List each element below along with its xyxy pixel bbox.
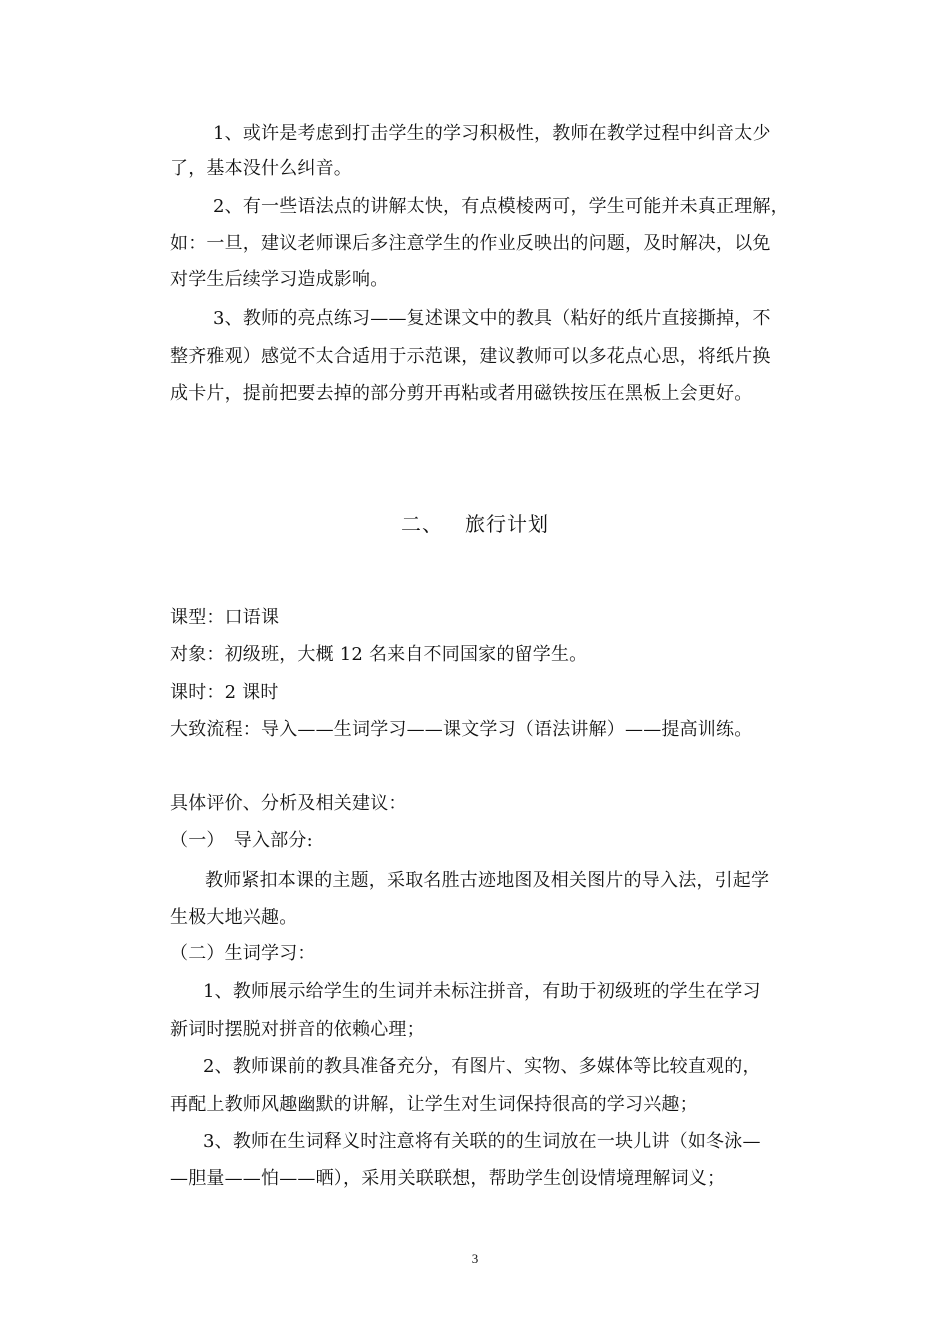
section-title (0, 510, 950, 538)
part-1-line-2: 生极大地兴趣。 (170, 907, 298, 928)
part-1-line-1: 教师紧扣本课的主题，采取名胜古迹地图及相关图片的导入法，引起学 (205, 870, 770, 891)
paragraph-1-line-1: 1、或许是考虑到打击学生的学习积极性，教师在教学过程中纠音太少 (213, 123, 771, 144)
paragraph-2-line-2: 如：一旦，建议老师课后多注意学生的作业反映出的问题，及时解决，以免 (170, 233, 771, 254)
part-2-heading: （二）生词学习： (170, 943, 316, 964)
paragraph-3-line-1: 3、教师的亮点练习——复述课文中的教具（粘好的纸片直接撕掉，不 (213, 308, 771, 329)
page-number: 3 (471, 1251, 479, 1266)
paragraph-2-line-3: 对学生后续学习造成影响。 (170, 269, 389, 290)
lesson-type: 课型：口语课 (170, 607, 280, 628)
lesson-hours: 课时：2 课时 (170, 682, 279, 703)
paragraph-1-line-2: 了，基本没什么纠音。 (170, 158, 352, 179)
paragraph-3-line-3: 成卡片，提前把要去掉的部分剪开再粘或者用磁铁按压在黑板上会更好。 (170, 383, 753, 404)
item-2-line-2: 再配上教师风趣幽默的讲解，让学生对生词保持很高的学习兴趣； (170, 1094, 698, 1115)
section-title-text: 旅行计划 (465, 512, 549, 536)
paragraph-3-line-2: 整齐雅观）感觉不太合适用于示范课，建议教师可以多花点心思，将纸片换 (170, 346, 771, 367)
lesson-flow: 大致流程：导入——生词学习——课文学习（语法讲解）——提高训练。 (170, 719, 753, 740)
item-1-line-1: 1、教师展示给学生的生词并未标注拼音，有助于初级班的学生在学习 (203, 981, 761, 1002)
part-1-heading: （一） 导入部分: (170, 830, 313, 851)
item-1-line-2: 新词时摆脱对拼音的依赖心理； (170, 1019, 425, 1040)
item-3-line-1: 3、教师在生词释义时注意将有关联的的生词放在一块儿讲（如冬泳— (203, 1131, 761, 1152)
paragraph-2-line-1: 2、有一些语法点的讲解太快，有点模棱两可，学生可能并未真正理解， (213, 196, 789, 217)
item-3-line-2: —胆量——怕——晒），采用关联联想，帮助学生创设情境理解词义； (170, 1168, 726, 1189)
section-number: 二、 (401, 512, 443, 536)
item-2-line-1: 2、教师课前的教具准备充分，有图片、实物、多媒体等比较直观的， (203, 1056, 761, 1077)
lesson-target: 对象：初级班，大概 12 名来自不同国家的留学生。 (170, 644, 588, 665)
evaluation-heading: 具体评价、分析及相关建议： (170, 793, 407, 814)
